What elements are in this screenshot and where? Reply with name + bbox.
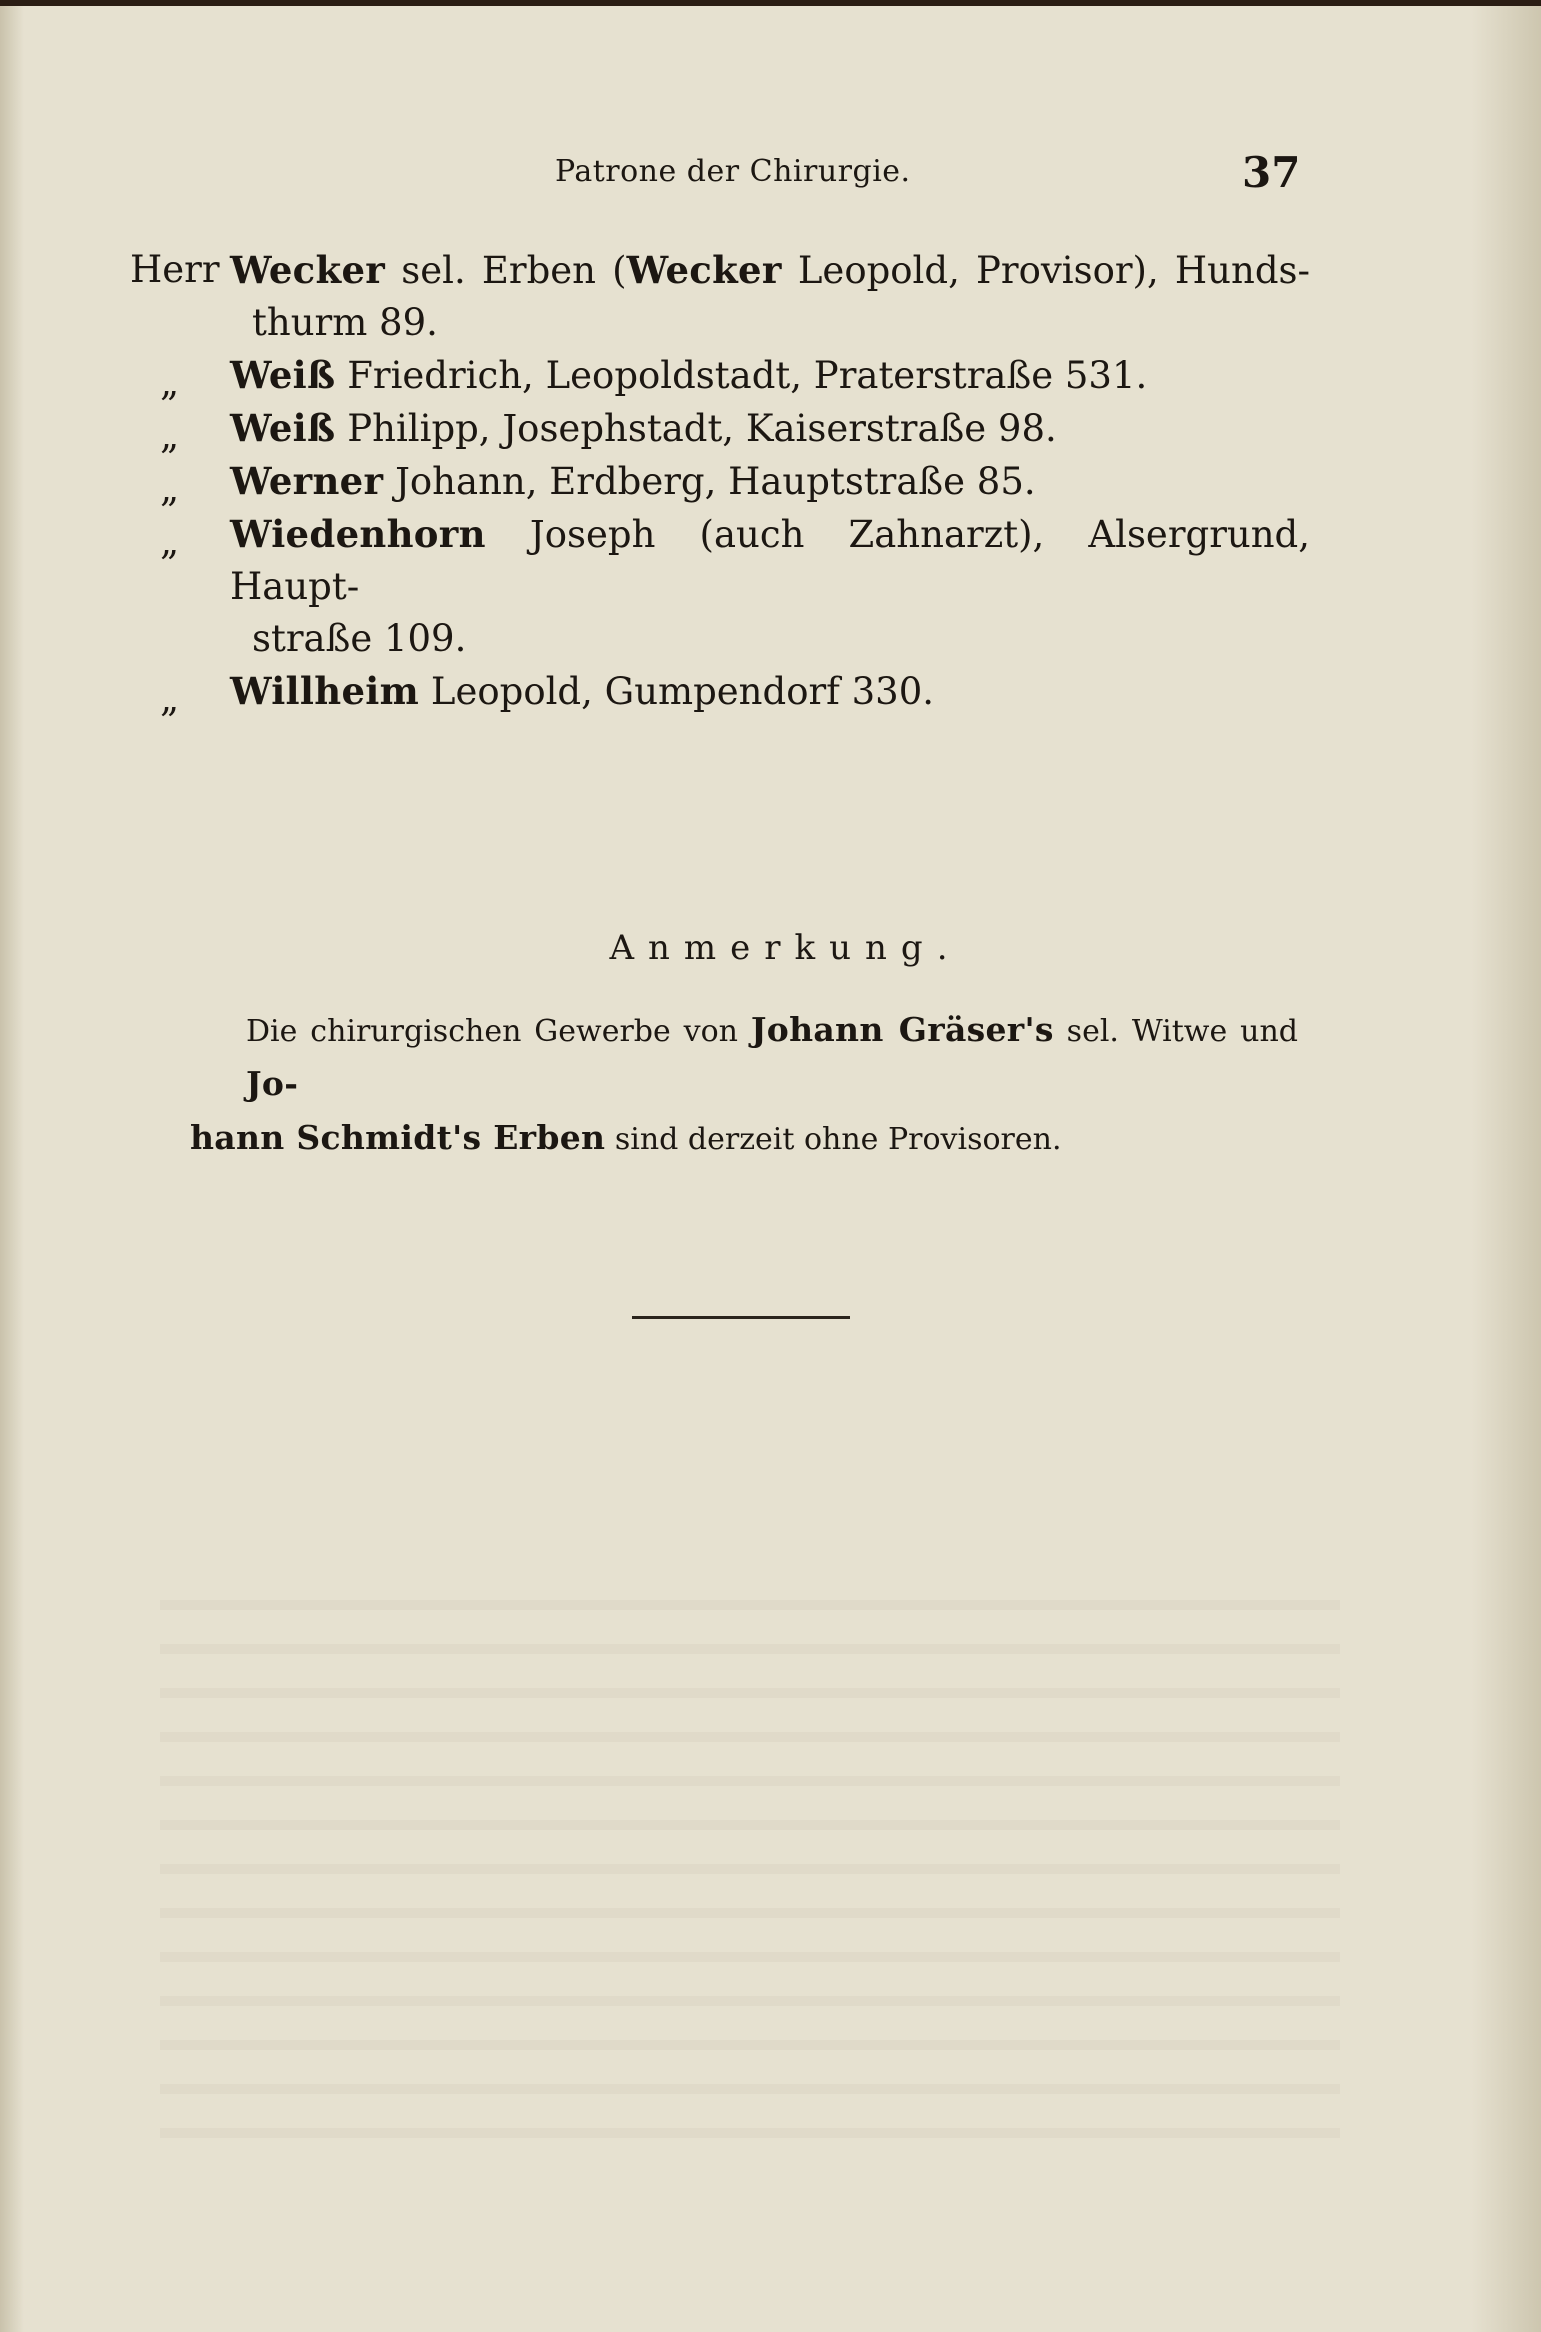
list-item (130, 349, 1310, 402)
entry-text: Joseph (auch Zahnarzt), Alsergrund, Haupt- (230, 513, 1310, 608)
entry-name: Wiedenhorn (230, 512, 486, 556)
ditto-mark: „ (160, 520, 180, 563)
list-item (130, 455, 1310, 508)
list-item (130, 508, 1310, 665)
show-through-texture (160, 1566, 1340, 2166)
entry-line (230, 244, 1310, 297)
entry-prefix: Herr (130, 248, 220, 291)
note-text: sind derzeit ohne Provisoren. (605, 1122, 1062, 1157)
note-line (190, 1004, 1298, 1112)
directory-entries (130, 244, 1310, 718)
entry-name: Willheim (230, 669, 420, 713)
entry-name: Wecker (230, 248, 386, 292)
ditto-mark: „ (160, 467, 180, 510)
entry-name: Werner (230, 459, 384, 503)
entry-name: Weiß (230, 406, 336, 450)
entry-continuation: straße 109. (252, 617, 467, 660)
note-title: Anmerkung. (609, 928, 962, 968)
entry-line (230, 508, 1310, 613)
note-text: sel. Witwe und (1053, 1014, 1298, 1049)
entry-text: Leopold, Provisor), Hunds- (781, 249, 1311, 292)
running-title: Patrone der Chirurgie. (555, 154, 911, 189)
entry-name: Wecker (626, 248, 782, 292)
entry-continuation: thurm 89. (252, 301, 438, 344)
note-name: hann Schmidt's Erben (190, 1118, 606, 1157)
entry-text: Johann, Erdberg, Hauptstraße 85. (383, 460, 1036, 503)
entry-text: sel. Erben ( (385, 249, 627, 292)
entry-text: Leopold, Gumpendorf 330. (419, 670, 934, 713)
list-item (130, 402, 1310, 455)
note-line (190, 1112, 1298, 1166)
page-header (0, 148, 1541, 208)
list-item (130, 244, 1310, 349)
note-name: Jo- (246, 1064, 299, 1103)
ditto-mark: „ (160, 414, 180, 457)
section-divider (632, 1316, 850, 1319)
note-name: Johann Gräser's (750, 1010, 1054, 1049)
ditto-mark: „ (160, 677, 180, 720)
note-paragraph (190, 1004, 1298, 1166)
entry-name: Weiß (230, 353, 336, 397)
list-item (130, 665, 1310, 718)
ditto-mark: „ (160, 361, 180, 404)
note-text: Die chirurgischen Gewerbe von (246, 1014, 751, 1049)
entry-text: Friedrich, Leopoldstadt, Praterstraße 531. (335, 354, 1148, 397)
book-page (0, 6, 1541, 2332)
page-number: 37 (1242, 148, 1301, 197)
entry-text: Philipp, Josephstadt, Kaiserstraße 98. (335, 407, 1057, 450)
